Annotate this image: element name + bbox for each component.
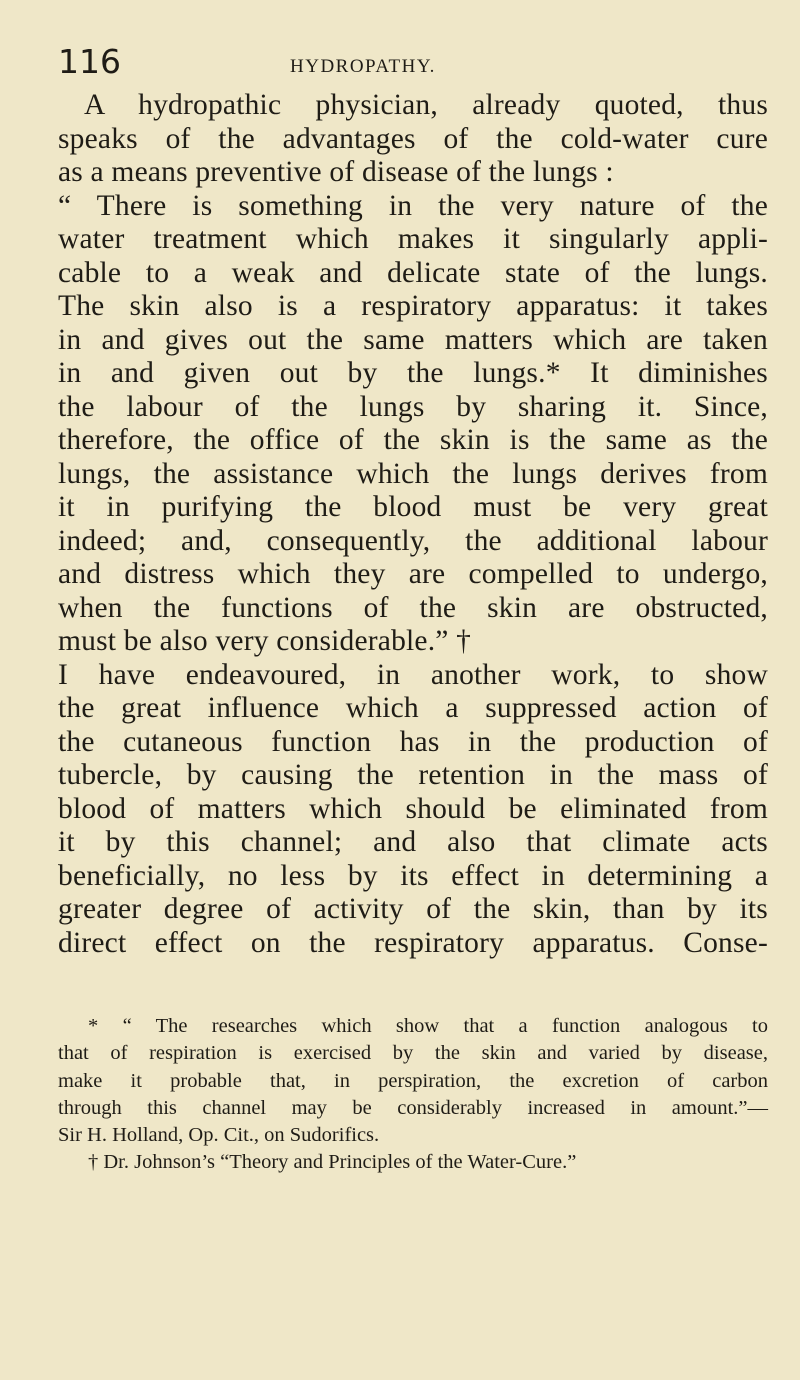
body-line: indeed; and, consequently, the additional labour [58,524,768,557]
page-number: 116 [58,42,121,81]
body-line: and distress which they are compelled to undergo, [58,558,768,590]
footnote-line: * “ The researches which show that a function analogous to [88,1015,768,1037]
body-line: it by this channel; and also that climate acts [58,826,768,858]
body-line: the labour of the lungs by sharing it. Since, [58,390,768,423]
body-line: therefore, the office of the skin is the same as the [58,424,768,456]
body-line: in and given out by the lungs.* It diminishes [58,357,768,389]
footnote-line: make it probable that, in perspiration, the excretion of carbon [58,1069,768,1092]
body-line: cable to a weak and delicate state of the lungs. [58,256,768,289]
body-line: greater degree of activity of the skin, than by its [58,893,768,925]
body-line: when the functions of the skin are obstructed, [58,591,768,624]
footnote-line: Sir H. Holland, Op. Cit., on Sudorifics. [58,1124,380,1147]
body-line: “ There is something in the very nature of the [58,189,768,222]
body-line: water treatment which makes it singularly appli- [58,223,768,255]
body-line: the cutaneous function has in the production of [58,725,768,758]
footnote-line: that of respiration is exercised by the skin and varied by disease, [58,1042,768,1065]
footnote-line: through this channel may be considerably increased in amount.”— [58,1096,768,1119]
page-header [58,42,758,86]
body-line: beneficially, no less by its effect in determining a [58,859,768,892]
body-line: in and gives out the same matters which are taken [58,323,768,356]
body-text [58,89,768,960]
body-line: direct effect on the respiratory apparatus. Conse- [58,926,768,959]
body-line: the great influence which a suppressed action of [58,692,768,724]
body-line: it in purifying the blood must be very great [58,491,768,523]
body-line: blood of matters which should be eliminated from [58,792,768,825]
body-line: tubercle, by causing the retention in the mass of [58,759,768,791]
body-line: as a means preventive of disease of the lungs : [58,156,614,188]
body-line: A hydropathic physician, already quoted, thus [84,89,768,121]
body-line: The skin also is a respiratory apparatus: it takes [58,290,768,322]
footnote-line: † Dr. Johnson’s “Theory and Principles of the Water-Cure.” [88,1151,577,1174]
running-head: HYDROPATHY. [290,56,436,77]
body-line: must be also very considerable.” † [58,625,472,657]
footnotes [58,1013,768,1177]
body-line: lungs, the assistance which the lungs derives from [58,457,768,490]
body-line: I have endeavoured, in another work, to show [58,658,768,691]
body-line: speaks of the advantages of the cold-water cure [58,122,768,155]
